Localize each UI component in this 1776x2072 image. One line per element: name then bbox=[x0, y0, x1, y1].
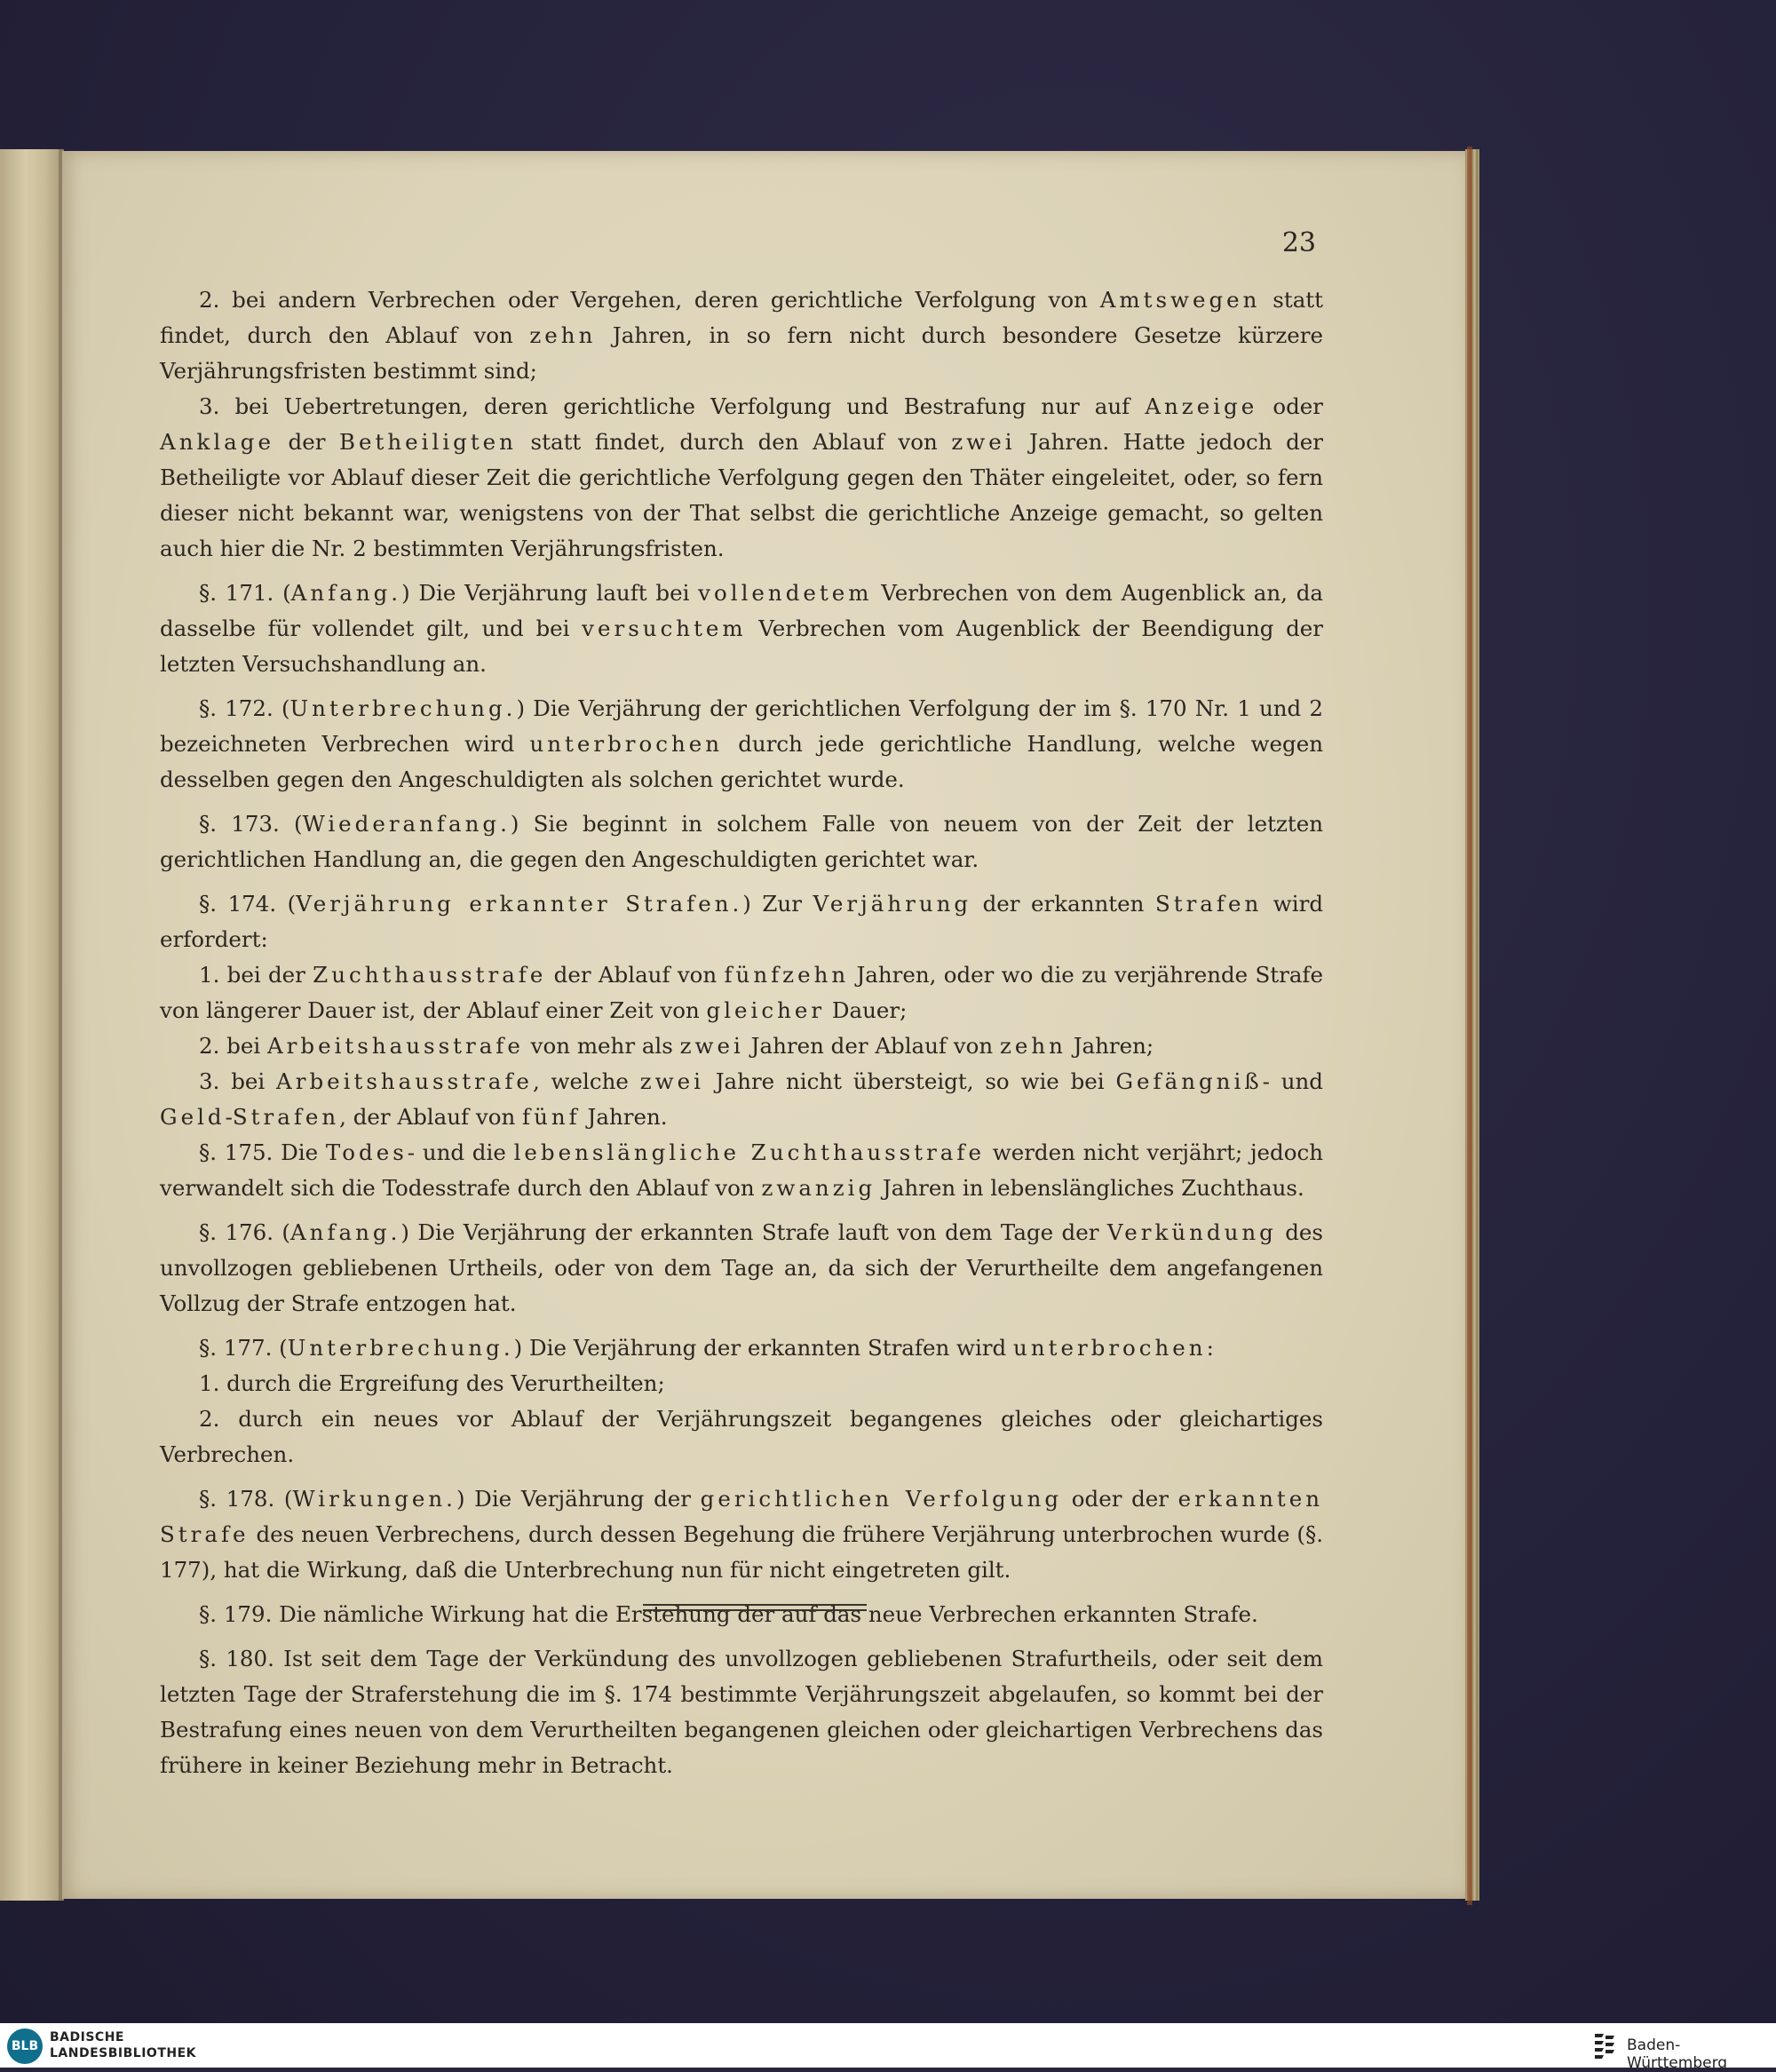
left-page-edge bbox=[0, 149, 64, 1901]
page-number: 23 bbox=[1281, 227, 1316, 258]
text-run: durch jede gerichtliche Handlung, welche wegen desselben gegen den Angeschuldigten als solchen gerichtet wurde. bbox=[160, 731, 1323, 792]
spaced-emphasis-text: Unterbrechung. bbox=[287, 1335, 514, 1361]
spaced-emphasis-text: zwei bbox=[679, 1033, 744, 1059]
spaced-emphasis-text: zwei bbox=[639, 1068, 704, 1094]
spaced-emphasis-text: Verjährung erkannter Strafen. bbox=[296, 891, 743, 917]
text-run: ) Die Verjährung der erkannten Strafe lauft von dem Tage der bbox=[400, 1219, 1107, 1245]
spaced-emphasis-text: fünf bbox=[522, 1104, 581, 1130]
spaced-emphasis-text: Arbeitshausstrafe bbox=[276, 1068, 533, 1094]
paragraph bbox=[160, 576, 1323, 682]
text-run: oder der bbox=[1062, 1486, 1178, 1512]
text-run: Verbrechen vom Augenblick der Beendigung der letzten Versuchshandlung an. bbox=[160, 615, 1324, 677]
spaced-emphasis-text: zwanzig bbox=[761, 1175, 876, 1201]
paragraph bbox=[160, 1481, 1323, 1588]
text-run: - und die bbox=[407, 1139, 514, 1165]
text-run: wird erfordert: bbox=[160, 891, 1323, 952]
library-name-line2: LANDESBIBLIOTHEK bbox=[50, 2046, 197, 2060]
spaced-emphasis-text: Zuchthausstrafe bbox=[313, 962, 547, 988]
text-run: §. 178. ( bbox=[199, 1486, 293, 1512]
spaced-emphasis-text: zehn bbox=[529, 322, 597, 348]
text-run: werden nicht verjährt; jedoch verwandelt sich die Todesstrafe durch den Ablauf von bbox=[160, 1139, 1323, 1201]
text-run: §. 171. ( bbox=[199, 580, 291, 606]
spaced-emphasis-text: Unterbrechung. bbox=[289, 695, 517, 721]
text-run: statt findet, durch den Ablauf von bbox=[160, 287, 1323, 348]
paragraph bbox=[160, 806, 1323, 877]
spaced-emphasis-text: Anfang. bbox=[290, 580, 402, 606]
text-run: 3. bei bbox=[199, 1068, 277, 1094]
spaced-emphasis-text: zwei bbox=[951, 429, 1016, 455]
text-run: der Ablauf von bbox=[546, 962, 725, 988]
text-run: von mehr als bbox=[523, 1033, 680, 1059]
text-run: des unvollzogen gebliebenen Urtheils, oder von dem Tage an, da sich der Verurtheilte dem angefangenen Vollzug der Strafe entzogen hat. bbox=[160, 1219, 1323, 1316]
spaced-emphasis-text: unterbrochen bbox=[529, 731, 724, 757]
spaced-emphasis-text: fünfzehn bbox=[724, 962, 850, 988]
spaced-emphasis-text: Gefängniß bbox=[1115, 1068, 1263, 1094]
text-run: , der Ablauf von bbox=[339, 1104, 523, 1130]
text-run: §. 174. ( bbox=[199, 891, 297, 917]
text-run: Jahren. Hatte jedoch der Betheiligte vor Ablauf dieser Zeit die gerichtliche Verfolgung gegen den Thäter eingeleitet, oder, so fern dieser nicht bekannt war, wenigstens von der That selbst die gerichtliche Anzeige gemacht, so gelten auch hier die Nr. 2 bestimmten Verjährungsfristen. bbox=[160, 429, 1323, 561]
spaced-emphasis-text: versuchtem bbox=[582, 615, 747, 641]
paragraph bbox=[160, 1641, 1323, 1783]
text-run: Jahre nicht übersteigt, so wie bei bbox=[703, 1068, 1116, 1094]
baden-wuerttemberg-lions-icon bbox=[1590, 2030, 1620, 2060]
footer-bar bbox=[0, 2023, 1776, 2072]
text-run: statt findet, durch den Ablauf von bbox=[516, 429, 952, 455]
text-run: 1. durch die Ergreifung des Verurtheilten; bbox=[199, 1370, 665, 1396]
paragraph bbox=[160, 1401, 1323, 1473]
text-run: 3. bei Uebertretungen, deren gerichtliche Verfolgung und Bestrafung nur auf bbox=[199, 393, 1146, 419]
spaced-emphasis-text: Wirkungen. bbox=[292, 1486, 456, 1512]
paragraph bbox=[160, 1330, 1323, 1366]
text-run: der erkannten bbox=[971, 891, 1155, 917]
spaced-emphasis-text: Geld bbox=[160, 1104, 226, 1130]
spaced-emphasis-text: vollendetem bbox=[698, 580, 873, 606]
library-name-line1: BADISCHE bbox=[50, 2030, 124, 2044]
text-run: 2. bei andern Verbrechen oder Vergehen, deren gerichtliche Verfolgung von bbox=[199, 287, 1100, 313]
text-run: §. 176. ( bbox=[199, 1219, 290, 1245]
paragraph bbox=[160, 1215, 1323, 1322]
text-run: der bbox=[274, 429, 340, 455]
text-run: Jahren in lebenslängliches Zuchthaus. bbox=[876, 1175, 1304, 1201]
text-run: Dauer; bbox=[825, 997, 908, 1023]
spaced-emphasis-text: Todes bbox=[325, 1139, 408, 1165]
text-run: Jahren der Ablauf von bbox=[743, 1033, 1000, 1059]
text-run: Jahren, oder wo die zu verjährende Strafe von längerer Dauer ist, der Ablauf einer Zeit von bbox=[160, 962, 1323, 1023]
spaced-emphasis-text: unterbrochen bbox=[1013, 1335, 1207, 1361]
text-run: §. 173. ( bbox=[199, 811, 303, 837]
text-run: §. 179. Die nämliche Wirkung hat die Erstehung der auf das neue Verbrechen erkannten Strafe. bbox=[199, 1601, 1258, 1627]
spaced-emphasis-text: gleicher bbox=[706, 997, 826, 1023]
book-cover-edge bbox=[1467, 147, 1472, 1905]
spaced-emphasis-text: lebenslängliche Zuchthausstrafe bbox=[513, 1139, 985, 1165]
text-run: §. 175. Die bbox=[199, 1139, 326, 1165]
text-run: Jahren. bbox=[580, 1104, 668, 1130]
paragraph bbox=[160, 886, 1323, 957]
paragraph bbox=[160, 282, 1323, 389]
spaced-emphasis-text: Wiederanfang. bbox=[302, 811, 511, 837]
text-run: 2. durch ein neues vor Ablauf der Verjährungszeit begangenes gleiches oder gleichartiges Verbrechen. bbox=[160, 1406, 1323, 1467]
paragraph bbox=[160, 1597, 1323, 1632]
text-run: Verbrechen von dem Augenblick an, da dasselbe für vollendet gilt, und bei bbox=[160, 580, 1323, 641]
text-run: 2. bei bbox=[199, 1033, 267, 1059]
text-run: - bbox=[225, 1104, 233, 1130]
text-run: 1. bei der bbox=[199, 962, 313, 988]
text-run: : bbox=[1206, 1335, 1214, 1361]
spaced-emphasis-text: Betheiligten bbox=[339, 429, 517, 455]
paragraph bbox=[160, 1064, 1323, 1135]
paragraph bbox=[160, 1135, 1323, 1206]
end-rule-divider bbox=[643, 1604, 867, 1611]
spaced-emphasis-text: erkannten Strafe bbox=[160, 1486, 1324, 1547]
spaced-emphasis-text: gerichtlichen Verfolgung bbox=[700, 1486, 1063, 1512]
spaced-emphasis-text: Strafen bbox=[232, 1104, 340, 1130]
paragraph bbox=[160, 389, 1323, 567]
text-run: ) Die Verjährung der gerichtlichen Verfolgung der im §. 170 Nr. 1 und 2 bezeichneten Verbrechen wird bbox=[160, 695, 1323, 757]
text-run: oder bbox=[1257, 393, 1323, 419]
text-run: ) Die Verjährung der bbox=[456, 1486, 701, 1512]
text-run: , welche bbox=[532, 1068, 640, 1094]
spaced-emphasis-text: Anzeige bbox=[1145, 393, 1258, 419]
text-run: ) Zur bbox=[742, 891, 813, 917]
text-run: §. 180. Ist seit dem Tage der Verkündung des unvollzogen gebliebenen Strafurtheils, oder seit dem letzten Tage der Straferstehung die im §. 174 bestimmte Verjährungszeit abgelaufen, so kommt bei der Bestrafung eines neuen von dem Verurtheilten begangenen gleichen oder gleichartigen Verbrechens das frühere in keiner Beziehung mehr in Betracht. bbox=[160, 1646, 1323, 1778]
text-run: ) Die Verjährung der erkannten Strafen wird bbox=[513, 1335, 1014, 1361]
spaced-emphasis-text: Strafen bbox=[1154, 891, 1263, 917]
spaced-emphasis-text: Anfang. bbox=[289, 1219, 401, 1245]
spaced-emphasis-text: Arbeitshausstrafe bbox=[266, 1033, 524, 1059]
spaced-emphasis-text: zehn bbox=[999, 1033, 1066, 1059]
text-run: - und bbox=[1262, 1068, 1323, 1094]
text-run: Jahren; bbox=[1066, 1033, 1154, 1059]
text-run: §. 177. ( bbox=[199, 1335, 288, 1361]
state-name: Baden-Württemberg bbox=[1627, 2036, 1728, 2072]
paragraph bbox=[160, 957, 1323, 1028]
spaced-emphasis-text: Amtswegen bbox=[1099, 287, 1261, 313]
text-run: des neuen Verbrechens, durch dessen Begehung die frühere Verjährung unterbrochen wurde (§. 177), hat die Wirkung, daß die Unterbrechung nun für nicht eingetreten gilt. bbox=[160, 1521, 1323, 1583]
text-run: ) Die Verjährung lauft bei bbox=[401, 580, 699, 606]
spaced-emphasis-text: Anklage bbox=[160, 429, 274, 455]
library-name bbox=[50, 2029, 196, 2061]
spaced-emphasis-text: Verjährung bbox=[813, 891, 972, 917]
page-text bbox=[160, 282, 1323, 1783]
text-run: §. 172. ( bbox=[199, 695, 290, 721]
text-run: Jahren, in so fern nicht durch besondere Gesetze kürzere Verjährungsfristen bestimmt sind; bbox=[160, 322, 1323, 384]
paragraph bbox=[160, 1366, 1323, 1401]
paragraph bbox=[160, 691, 1323, 798]
spaced-emphasis-text: Verkündung bbox=[1106, 1219, 1277, 1245]
text-run: ) Sie beginnt in solchem Falle von neuem von der Zeit der letzten gerichtlichen Handlung an, die gegen den Angeschuldigten gerichtet war. bbox=[160, 811, 1323, 872]
blb-logo-icon: BLB bbox=[7, 2028, 43, 2064]
paragraph bbox=[160, 1028, 1323, 1064]
